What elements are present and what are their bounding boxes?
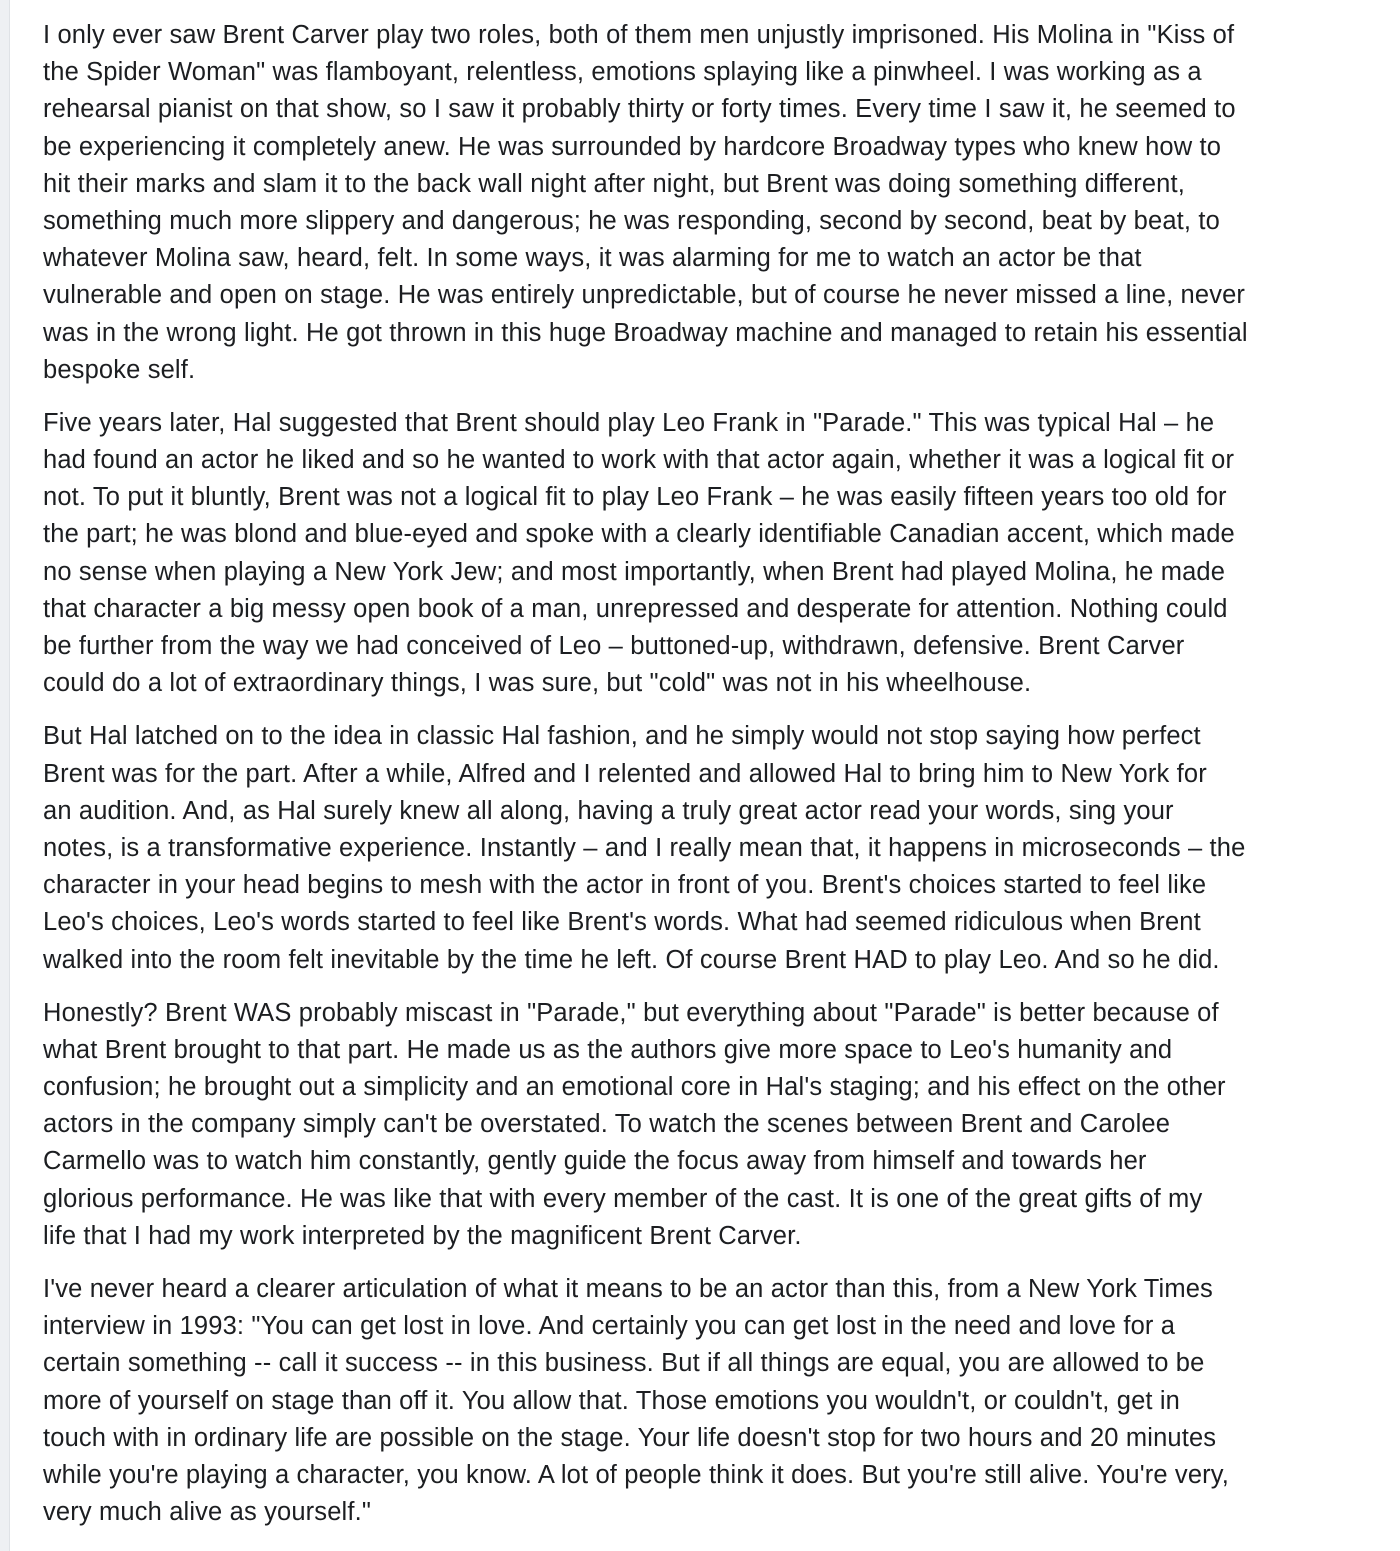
- paragraph-line: rehearsal pianist on that show, so I saw it probably thirty or forty times. Every time I saw it, he seemed to: [43, 95, 1236, 124]
- paragraph-line: while you're playing a character, you know. A lot of people think it does. But you're still alive. You're very,: [43, 1460, 1230, 1489]
- paragraph-line: I only ever saw Brent Carver play two roles, both of them men unjustly imprisoned. His Molina in "Kiss of: [43, 21, 1235, 49]
- paragraph-line: had found an actor he liked and so he wanted to work with that actor again, whether it was a logical fit or: [43, 446, 1235, 475]
- paragraph-line: Five years later, Hal suggested that Brent should play Leo Frank in "Parade." This was typical Hal – he: [43, 408, 1215, 437]
- paragraph-line: But Hal latched on to the idea in classic Hal fashion, and he simply would not stop saying how perfect: [43, 722, 1201, 751]
- paragraph-line: something much more slippery and dangerous; he was responding, second by second, beat by beat, to: [43, 206, 1220, 235]
- paragraph-line: be further from the way we had conceived of Leo – buttoned-up, withdrawn, defensive. Brent Carver: [43, 632, 1185, 660]
- paragraph-line: walked into the room felt inevitable by the time he left. Of course Brent HAD to play Leo. And so he did.: [43, 945, 1220, 974]
- paragraph-line: could do a lot of extraordinary things, I was sure, but "cold" was not in his wheelhouse.: [43, 669, 1032, 698]
- paragraph-line: more of yourself on stage than off it. You allow that. Those emotions you wouldn't, or couldn't, get in: [43, 1386, 1181, 1415]
- post-paragraph: [43, 405, 1400, 703]
- paragraph-line: actors in the company simply can't be overstated. To watch the scenes between Brent and Carolee: [43, 1110, 1171, 1139]
- paragraph-line: hit their marks and slam it to the back wall night after night, but Brent was doing something different,: [43, 169, 1185, 198]
- paragraph-line: Brent was for the part. After a while, Alfred and I relented and allowed Hal to bring him to New York for: [43, 759, 1207, 788]
- paragraph-line: confusion; he brought out a simplicity and an emotional core in Hal's staging; and his effect on the other: [43, 1073, 1226, 1102]
- paragraph-line: no sense when playing a New York Jew; and most importantly, when Brent had played Molina, he made: [43, 557, 1226, 586]
- post-paragraph: [43, 17, 1400, 389]
- left-rail: [0, 0, 10, 1551]
- post-body: [43, 17, 1400, 1547]
- paragraph-line: certain something -- call it success -- in this business. But if all things are equal, you are allowed to be: [43, 1349, 1205, 1378]
- paragraph-line: bespoke self.: [43, 355, 196, 384]
- paragraph-line: that character a big messy open book of a man, unrepressed and desperate for attention. Nothing could: [43, 594, 1228, 623]
- paragraph-line: Leo's choices, Leo's words started to feel like Brent's words. What had seemed ridiculous when Brent: [43, 908, 1201, 937]
- paragraph-line: what Brent brought to that part. He made us as the authors give more space to Leo's humanity and: [43, 1035, 1173, 1064]
- paragraph-line: life that I had my work interpreted by the magnificent Brent Carver.: [43, 1221, 802, 1250]
- paragraph-line: was in the wrong light. He got thrown in this huge Broadway machine and managed to retain his essential: [43, 318, 1248, 347]
- paragraph-line: the part; he was blond and blue-eyed and spoke with a clearly identifiable Canadian accent, which made: [43, 520, 1235, 549]
- paragraph-line: touch with in ordinary life are possible on the stage. Your life doesn't stop for two hours and 20 minutes: [43, 1423, 1217, 1452]
- paragraph-line: vulnerable and open on stage. He was entirely unpredictable, but of course he never missed a line, never: [43, 281, 1246, 310]
- paragraph-line: Honestly? Brent WAS probably miscast in "Parade," but everything about "Parade" is better because of: [43, 998, 1219, 1027]
- paragraph-line: an audition. And, as Hal surely knew all along, having a truly great actor read your words, sing your: [43, 796, 1174, 825]
- post-paragraph: [43, 1271, 1400, 1531]
- paragraph-line: very much alive as yourself.": [43, 1498, 372, 1527]
- paragraph-line: not. To put it bluntly, Brent was not a logical fit to play Leo Frank – he was easily fifteen years too old for: [43, 483, 1227, 512]
- paragraph-line: whatever Molina saw, heard, felt. In some ways, it was alarming for me to watch an actor be that: [43, 244, 1142, 273]
- post-paragraph: [43, 718, 1400, 978]
- paragraph-line: Carmello was to watch him constantly, gently guide the focus away from himself and towards her: [43, 1147, 1147, 1176]
- paragraph-line: I've never heard a clearer articulation of what it means to be an actor than this, from a New York Times: [43, 1275, 1213, 1303]
- paragraph-line: interview in 1993: "You can get lost in love. And certainly you can get lost in the need and love for a: [43, 1312, 1176, 1341]
- paragraph-line: character in your head begins to mesh with the actor in front of you. Brent's choices started to feel like: [43, 871, 1207, 900]
- post-paragraph: [43, 995, 1400, 1255]
- paragraph-line: notes, is a transformative experience. Instantly – and I really mean that, it happens in microseconds – the: [43, 833, 1246, 862]
- paragraph-line: glorious performance. He was like that with every member of the cast. It is one of the great gifts of my: [43, 1184, 1203, 1213]
- paragraph-line: be experiencing it completely anew. He was surrounded by hardcore Broadway types who knew how to: [43, 132, 1222, 161]
- paragraph-line: the Spider Woman" was flamboyant, relentless, emotions splaying like a pinwheel. I was working as a: [43, 58, 1202, 87]
